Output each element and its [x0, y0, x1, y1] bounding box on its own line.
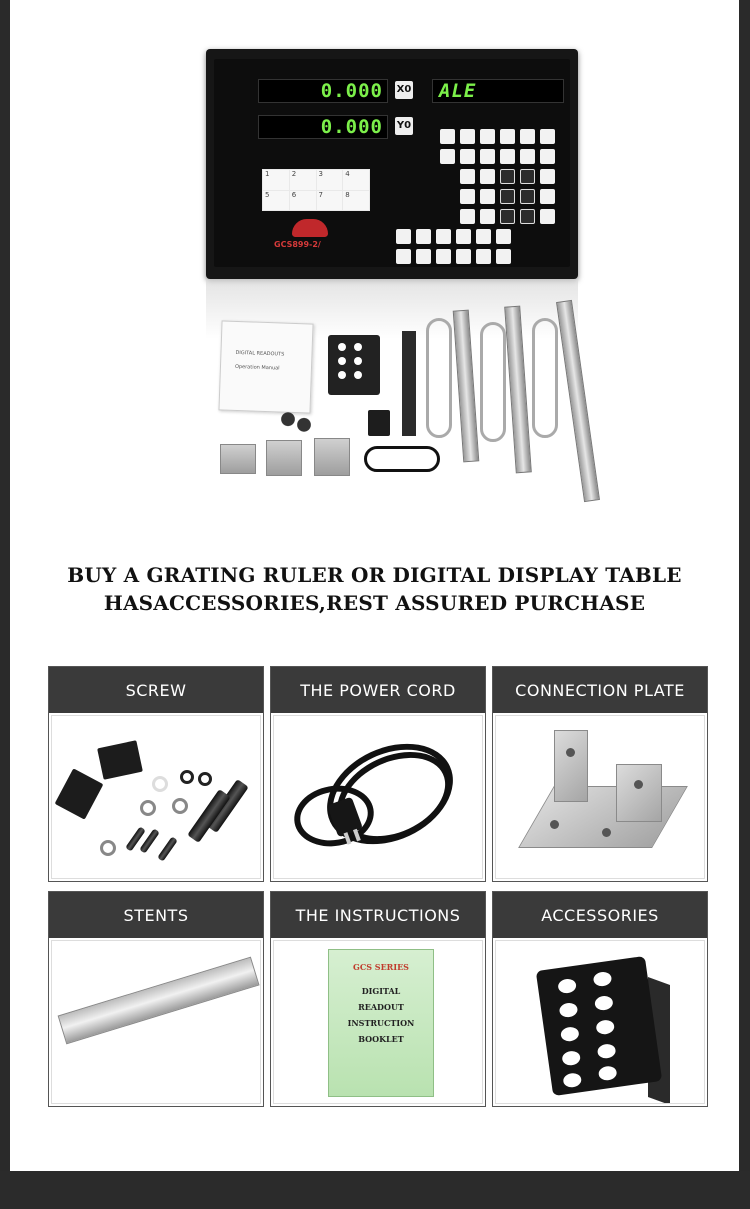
keypad-key[interactable]: [520, 149, 535, 164]
card-accessories: [492, 891, 708, 1107]
scale-cable: [480, 322, 506, 442]
keypad-key[interactable]: [540, 149, 555, 164]
keypad-key[interactable]: [480, 129, 495, 144]
keypad-key[interactable]: [476, 229, 491, 244]
washer: [140, 800, 156, 816]
power-cord: [364, 446, 440, 472]
keypad-key[interactable]: [480, 149, 495, 164]
y-axis-display: 0.000: [258, 115, 388, 139]
washer: [172, 798, 188, 814]
keypad-key[interactable]: [460, 169, 475, 184]
accessories-image: [495, 940, 705, 1104]
keypad-key[interactable]: [440, 149, 455, 164]
keypad-key[interactable]: [416, 249, 431, 264]
keypad-key[interactable]: [456, 249, 471, 264]
keypad-key[interactable]: [496, 229, 511, 244]
keypad-key[interactable]: [480, 209, 495, 224]
keypad-key[interactable]: [460, 209, 475, 224]
readout-panel: [214, 59, 570, 267]
card-power-cord: [270, 666, 486, 882]
washer: [100, 840, 116, 856]
digital-readout-unit: [206, 49, 578, 279]
booklet-line: DIGITAL: [361, 986, 401, 996]
connection-plate: [266, 440, 302, 476]
card-title: THE INSTRUCTIONS: [271, 892, 485, 938]
card-title: CONNECTION PLATE: [493, 667, 707, 713]
card-title: SCREW: [49, 667, 263, 713]
headline-line-1: BUY A GRATING RULER OR DIGITAL DISPLAY TABLE: [67, 563, 682, 587]
mounting-hole: [634, 780, 643, 789]
mounting-hole: [566, 748, 575, 757]
booklet-line: READOUT: [358, 1002, 404, 1012]
keypad-key[interactable]: [480, 189, 495, 204]
perforated-plate: [536, 956, 662, 1096]
lcd-cell: 6: [290, 191, 316, 211]
keypad-key[interactable]: [416, 229, 431, 244]
connection-plate: [314, 438, 350, 476]
card-title: ACCESSORIES: [493, 892, 707, 938]
page-footer-bar: [0, 1171, 750, 1209]
keypad-key[interactable]: [520, 209, 535, 224]
connection-plate-image: [495, 715, 705, 879]
keypad-key[interactable]: [520, 129, 535, 144]
x-axis-display: 0.000: [258, 79, 388, 103]
keypad-key[interactable]: [456, 229, 471, 244]
keypad-key[interactable]: [476, 249, 491, 264]
upright-plate: [554, 730, 588, 802]
card-connection-plate: [492, 666, 708, 882]
card-title: THE POWER CORD: [271, 667, 485, 713]
keypad-key[interactable]: [520, 189, 535, 204]
stent-image: [51, 940, 261, 1104]
card-title: STENTS: [49, 892, 263, 938]
power-cord-image: [273, 715, 483, 879]
keypad-key[interactable]: [396, 249, 411, 264]
model-label: GCS899-2/: [274, 240, 321, 249]
card-stents: [48, 891, 264, 1107]
lcd-cell: 2: [290, 170, 316, 190]
scale-cable: [426, 318, 452, 438]
keypad-key[interactable]: [440, 129, 455, 144]
y-axis-zero-button[interactable]: Y0: [395, 117, 413, 135]
lcd-cell: 1: [263, 170, 289, 190]
card-screw: [48, 666, 264, 882]
keypad-key[interactable]: [520, 169, 535, 184]
booklet-line: BOOKLET: [358, 1034, 404, 1044]
keypad-key[interactable]: [500, 209, 515, 224]
keypad-key[interactable]: [500, 149, 515, 164]
keypad-key[interactable]: [460, 129, 475, 144]
mounting-hole: [550, 820, 559, 829]
small-bracket: [368, 410, 390, 436]
booklet-line: INSTRUCTION: [347, 1018, 415, 1028]
keypad-key[interactable]: [540, 209, 555, 224]
instruction-booklet: [328, 949, 434, 1097]
upright-plate: [616, 764, 662, 822]
base-plate: [518, 786, 688, 848]
screw-image: [51, 715, 261, 879]
keypad-key[interactable]: [480, 169, 495, 184]
brand-logo: [292, 219, 328, 237]
linear-scale: [556, 300, 600, 502]
perforated-bracket: [328, 335, 380, 395]
keypad-key[interactable]: [540, 169, 555, 184]
keypad-key[interactable]: [496, 249, 511, 264]
bolt: [157, 836, 178, 861]
instructions-image: [273, 940, 483, 1104]
nut: [180, 770, 194, 784]
lcd-cell: 7: [317, 191, 343, 211]
nut: [198, 772, 212, 786]
stent-bar: [58, 957, 260, 1045]
card-instructions: [270, 891, 486, 1107]
screw-set: [276, 408, 316, 436]
keypad-key[interactable]: [436, 229, 451, 244]
l-bracket: [55, 768, 104, 819]
scale-cable: [532, 318, 558, 438]
product-page: [10, 0, 739, 1171]
keypad-key[interactable]: [460, 149, 475, 164]
manual-subtitle: Operation Manual: [234, 363, 280, 372]
lcd-cell: 4: [343, 170, 369, 190]
headline-line-2: HASACCESSORIES,REST ASSURED PURCHASE: [103, 591, 646, 615]
keypad-key[interactable]: [396, 229, 411, 244]
l-bracket: [97, 740, 143, 780]
lcd-cell: 8: [343, 191, 369, 211]
keypad-key[interactable]: [540, 189, 555, 204]
keypad-key[interactable]: [540, 129, 555, 144]
function-lcd: [262, 169, 370, 211]
washer: [152, 776, 168, 792]
mounting-hole: [602, 828, 611, 837]
message-display: ALE: [432, 79, 564, 103]
lcd-cell: 3: [317, 170, 343, 190]
keypad-key[interactable]: [500, 189, 515, 204]
manual-title: DIGITAL READOUTS: [235, 349, 285, 358]
operation-manual: [218, 320, 313, 413]
keypad-key[interactable]: [460, 189, 475, 204]
connection-plate: [220, 444, 256, 474]
mounting-bar: [402, 331, 416, 436]
booklet-series: GCS SERIES: [353, 962, 409, 972]
keypad-key[interactable]: [436, 249, 451, 264]
keypad-key[interactable]: [500, 169, 515, 184]
lcd-cell: 5: [263, 191, 289, 211]
keypad-key[interactable]: [500, 129, 515, 144]
x-axis-zero-button[interactable]: X0: [395, 81, 413, 99]
